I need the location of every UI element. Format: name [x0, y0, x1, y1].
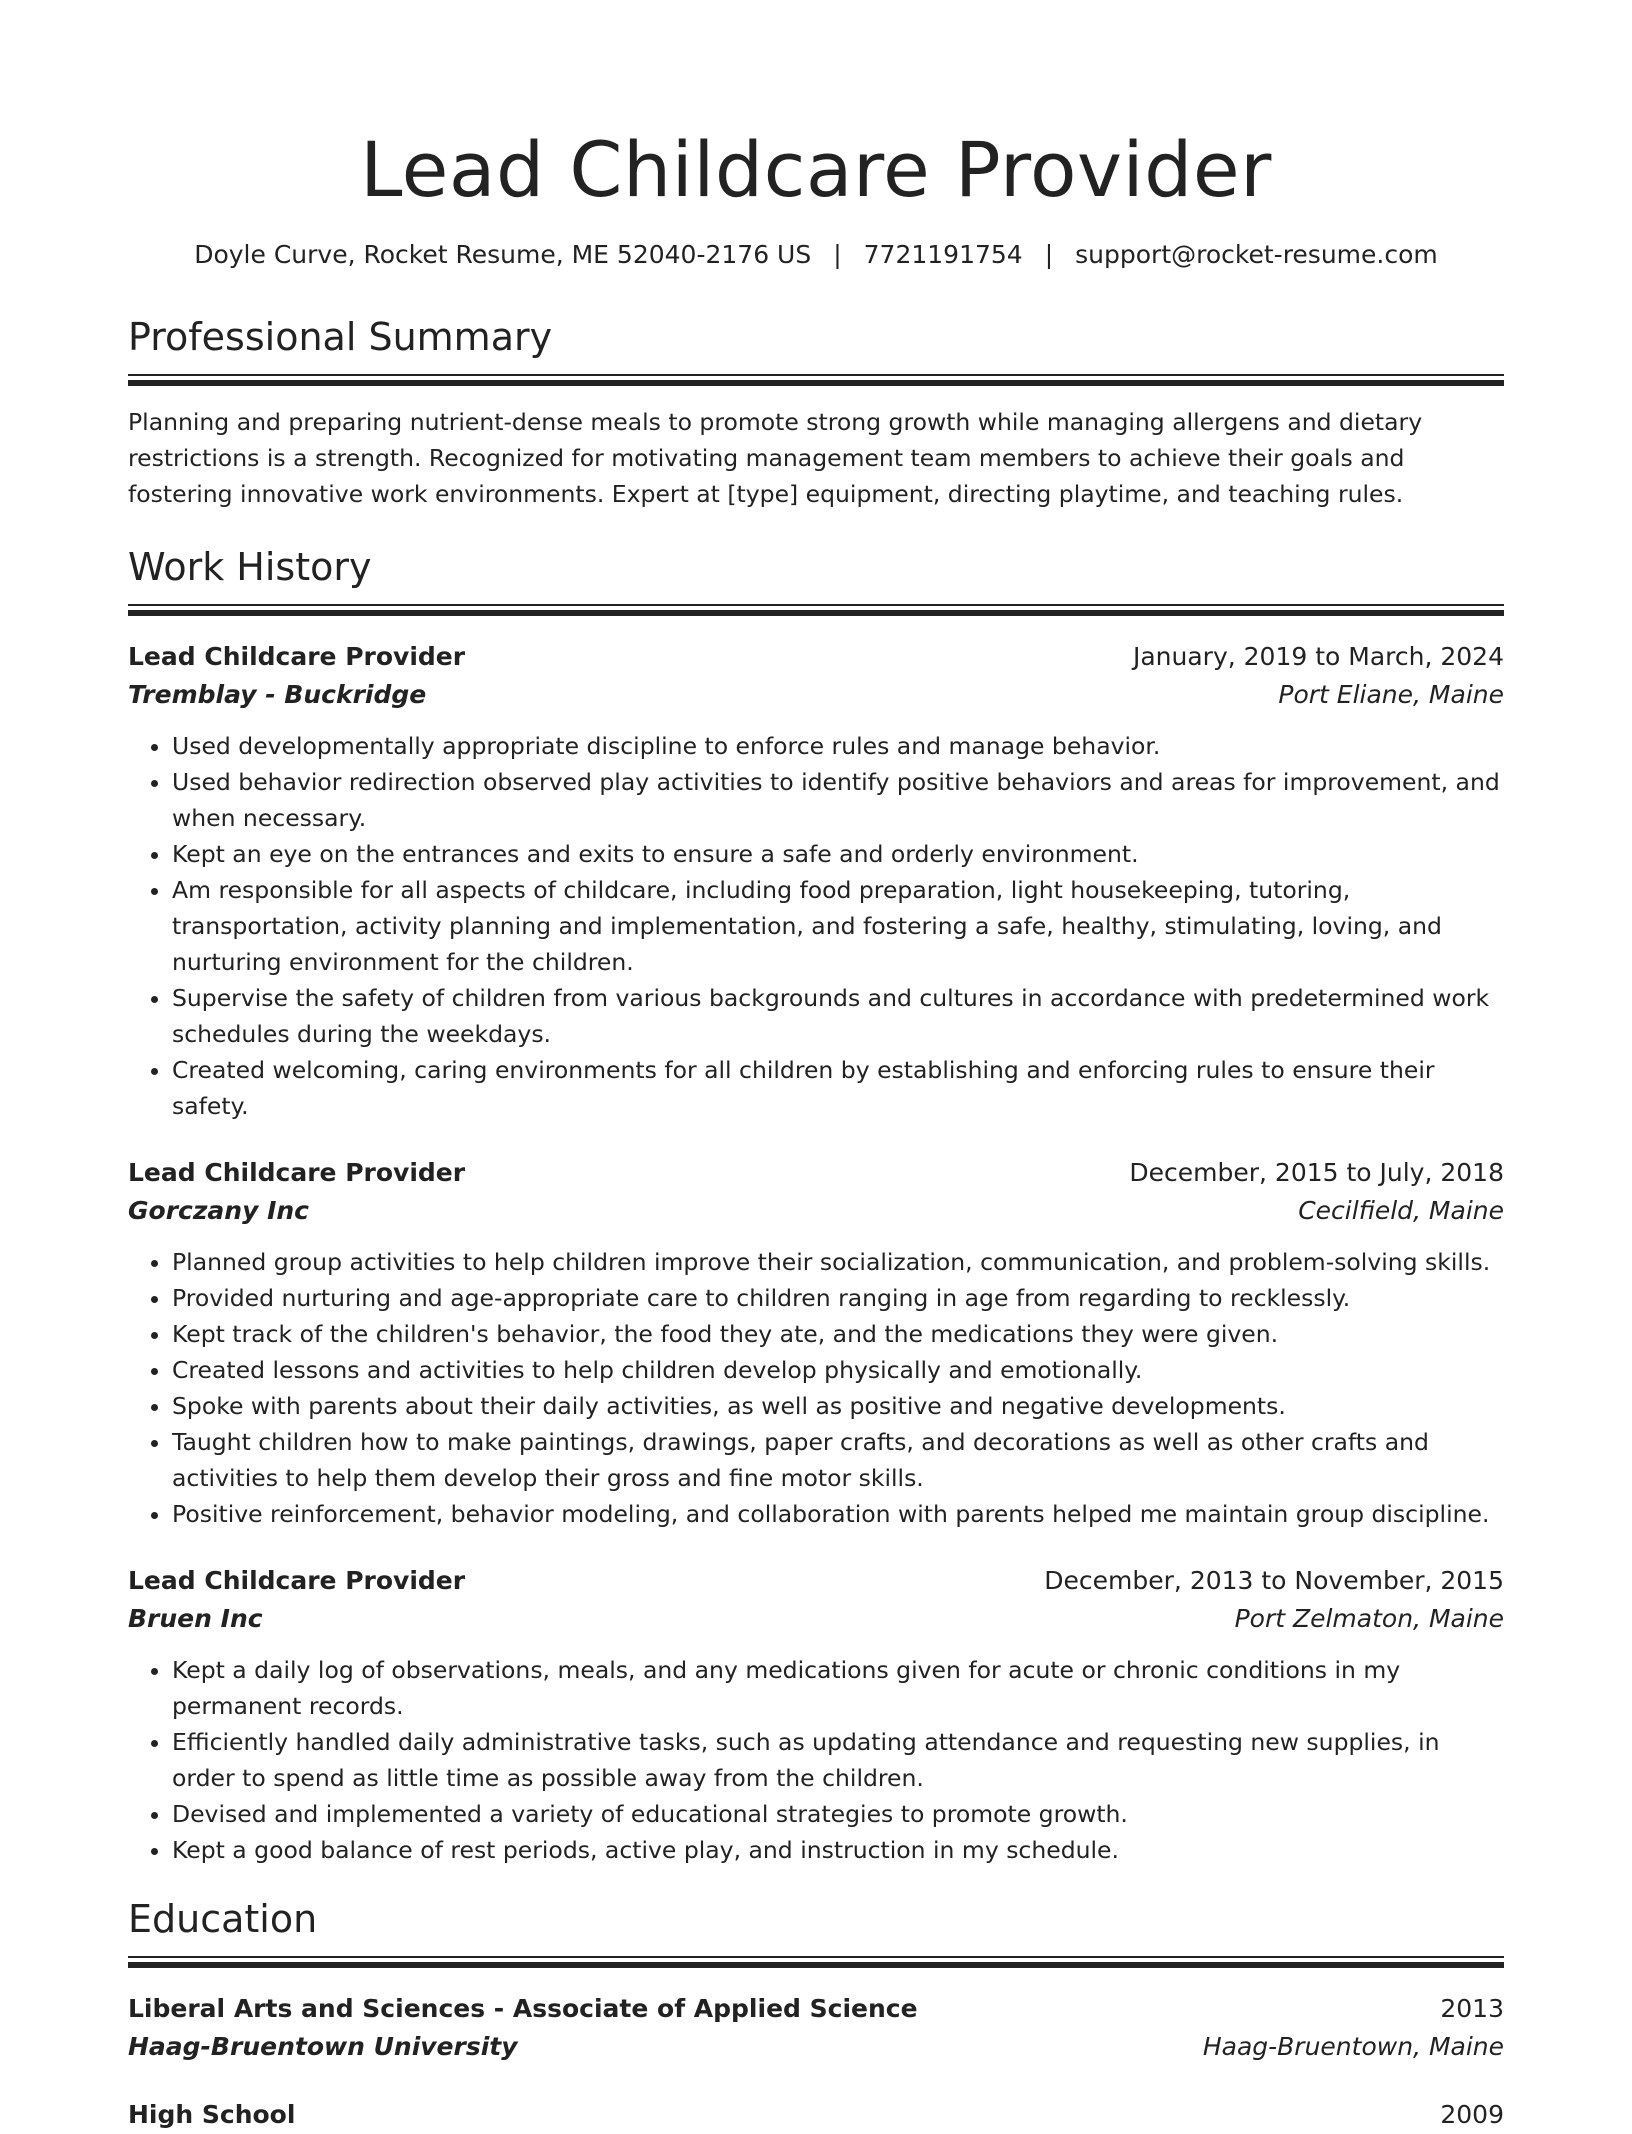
job-dates: December, 2015 to July, 2018	[1129, 1158, 1504, 1187]
job-entry	[128, 1154, 1504, 1532]
job-bullet: • Am responsible for all aspects of childcare, including food preparation, light housekeeping, tutoring, transportation, activity planning and implementation, and fostering a safe, healthy, stimulating, loving, and nurturing environment for the children.	[172, 872, 1504, 980]
job-location: Port Eliane, Maine	[1278, 680, 1504, 709]
job-bullet: • Planned group activities to help children improve their socialization, communication, and problem-solving skills.	[172, 1244, 1504, 1280]
job-dates: January, 2019 to March, 2024	[1132, 642, 1504, 671]
job-company: Bruen Inc	[128, 1604, 263, 1633]
section-divider	[128, 1956, 1504, 1968]
job-bullet-list	[128, 1244, 1504, 1532]
education-school-row	[128, 2028, 1504, 2066]
summary-section	[128, 312, 1504, 512]
education-school: Haag-Bruentown University	[128, 2032, 518, 2061]
job-bullet: • Kept track of the children's behavior, the food they ate, and the medications they were given.	[172, 1316, 1504, 1352]
job-bullet: • Kept an eye on the entrances and exits to ensure a safe and orderly environment.	[172, 836, 1504, 872]
job-bullet: • Used developmentally appropriate discipline to enforce rules and manage behavior.	[172, 728, 1504, 764]
resume-title: Lead Childcare Provider	[360, 125, 1272, 214]
education-location: Haag-Bruentown, Maine	[1202, 2032, 1504, 2061]
job-bullet-list	[128, 728, 1504, 1124]
job-header-row	[128, 638, 1504, 676]
job-bullet: • Kept a daily log of observations, meals, and any medications given for acute or chronic conditions in my permanent records.	[172, 1652, 1504, 1724]
job-bullet: • Kept a good balance of rest periods, active play, and instruction in my schedule.	[172, 1832, 1504, 1868]
job-bullet-list	[128, 1652, 1504, 1868]
contact-phone: 7721191754	[863, 240, 1023, 269]
job-bullet: • Provided nurturing and age-appropriate care to children ranging in age from regarding to recklessly.	[172, 1280, 1504, 1316]
education-heading: Education	[128, 1897, 318, 1941]
job-company-row	[128, 1192, 1504, 1230]
section-divider	[128, 604, 1504, 616]
job-title: Lead Childcare Provider	[128, 1158, 466, 1187]
job-location: Port Zelmaton, Maine	[1234, 1604, 1504, 1633]
education-entry	[128, 2096, 1504, 2134]
education-year: 2009	[1440, 2100, 1504, 2129]
job-company-row	[128, 1600, 1504, 1638]
job-title: Lead Childcare Provider	[128, 642, 466, 671]
job-entry	[128, 1562, 1504, 1868]
job-bullet: • Devised and implemented a variety of educational strategies to promote growth.	[172, 1796, 1504, 1832]
job-bullet: • Spoke with parents about their daily activities, as well as positive and negative developments.	[172, 1388, 1504, 1424]
job-location: Cecilfield, Maine	[1298, 1196, 1504, 1225]
education-entry	[128, 1990, 1504, 2066]
education-header-row	[128, 1990, 1504, 2028]
education-degree: High School	[128, 2100, 296, 2129]
job-bullet: • Taught children how to make paintings, drawings, paper crafts, and decorations as well as other crafts and activities to help them develop their gross and fine motor skills.	[172, 1424, 1504, 1496]
job-header-row	[128, 1562, 1504, 1600]
summary-text: Planning and preparing nutrient-dense meals to promote strong growth while managing allergens and dietary restrictions is a strength. Recognized for motivating management team members to achieve their goals and fostering innovative work environments. Expert at [type] equipment, directing playtime, and teaching rules.	[128, 408, 1423, 508]
contact-email: support@rocket-resume.com	[1075, 240, 1438, 269]
section-divider	[128, 374, 1504, 386]
job-entry	[128, 638, 1504, 1124]
education-year: 2013	[1440, 1994, 1504, 2023]
job-bullet: • Created lessons and activities to help children develop physically and emotionally.	[172, 1352, 1504, 1388]
job-company: Gorczany Inc	[128, 1196, 309, 1225]
job-dates: December, 2013 to November, 2015	[1044, 1566, 1504, 1595]
contact-line	[128, 238, 1504, 272]
contact-separator: |	[1044, 240, 1054, 269]
job-company-row	[128, 676, 1504, 714]
education-header-row	[128, 2096, 1504, 2134]
job-bullet: • Created welcoming, caring environments for all children by establishing and enforcing rules to ensure their safety.	[172, 1052, 1504, 1124]
job-header-row	[128, 1154, 1504, 1192]
work-history-heading: Work History	[128, 545, 372, 589]
job-bullet: • Efficiently handled daily administrative tasks, such as updating attendance and requesting new supplies, in order to spend as little time as possible away from the children.	[172, 1724, 1504, 1796]
job-bullet: • Supervise the safety of children from various backgrounds and cultures in accordance with predetermined work schedules during the weekdays.	[172, 980, 1504, 1052]
education-section	[128, 1894, 1504, 2134]
contact-address: Doyle Curve, Rocket Resume, ME 52040-2176 US	[194, 240, 812, 269]
job-bullet: • Used behavior redirection observed play activities to identify positive behaviors and areas for improvement, and when necessary.	[172, 764, 1504, 836]
summary-heading: Professional Summary	[128, 315, 553, 359]
contact-separator: |	[833, 240, 842, 269]
job-title: Lead Childcare Provider	[128, 1566, 466, 1595]
job-company: Tremblay - Buckridge	[128, 680, 427, 709]
education-degree: Liberal Arts and Sciences - Associate of Applied Science	[128, 1994, 918, 2023]
job-bullet: • Positive reinforcement, behavior modeling, and collaboration with parents helped me maintain group discipline.	[172, 1496, 1504, 1532]
work-history-section	[128, 542, 1504, 1868]
